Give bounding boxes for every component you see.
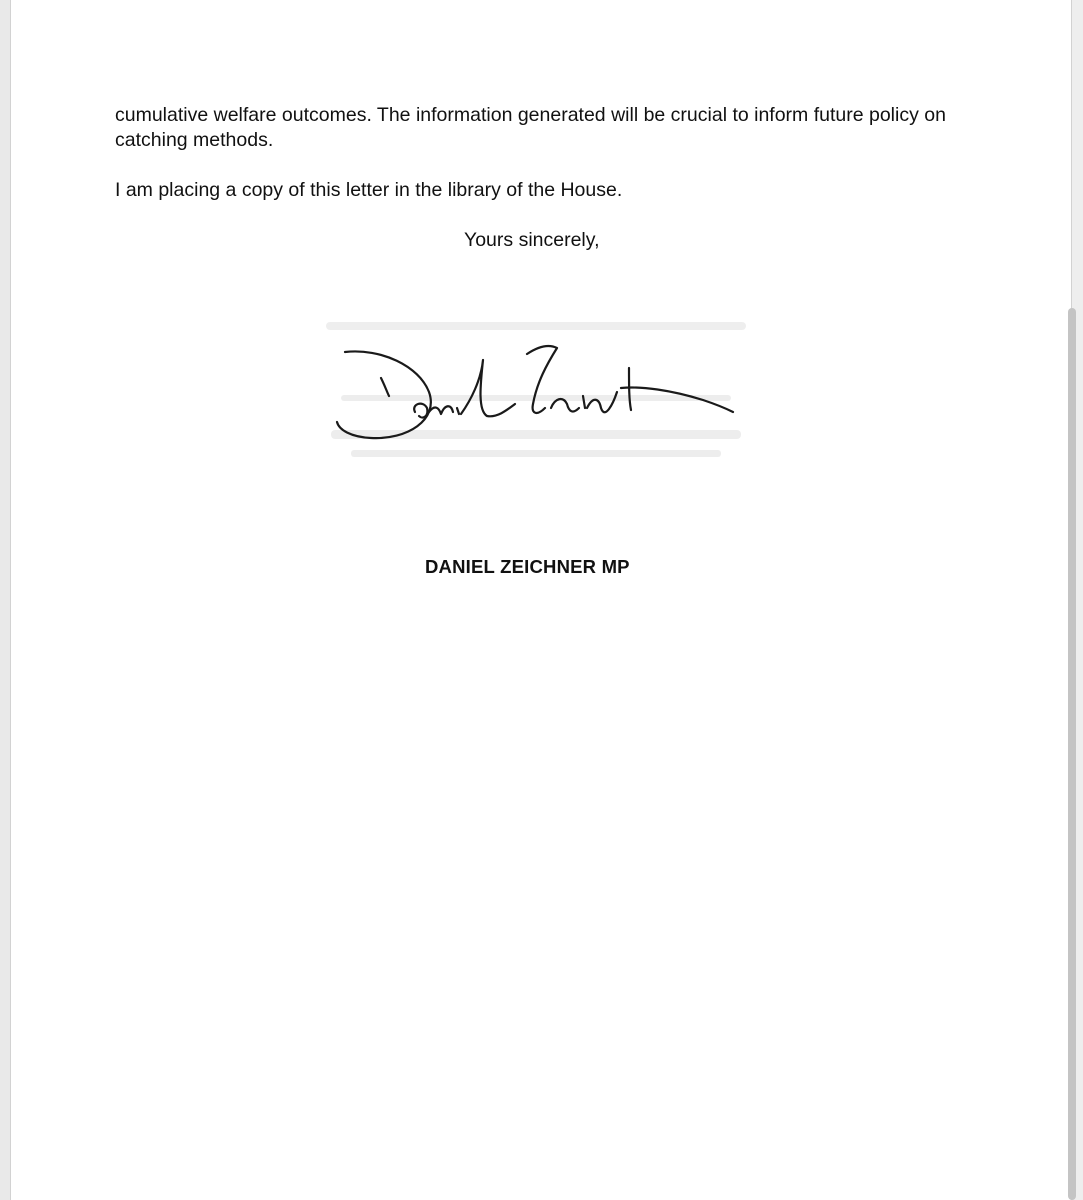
body-paragraph: cumulative welfare outcomes. The information generated will be crucial to inform future policy on catching methods. <box>115 104 946 151</box>
closing-salutation: Yours sincerely, <box>464 229 600 251</box>
scrollbar-thumb[interactable] <box>1068 308 1076 1200</box>
body-paragraph: I am placing a copy of this letter in the library of the House. <box>115 179 623 201</box>
letter-page <box>10 0 1072 1200</box>
signer-name: DANIEL ZEICHNER MP <box>425 556 630 577</box>
handwritten-signature <box>311 300 761 475</box>
